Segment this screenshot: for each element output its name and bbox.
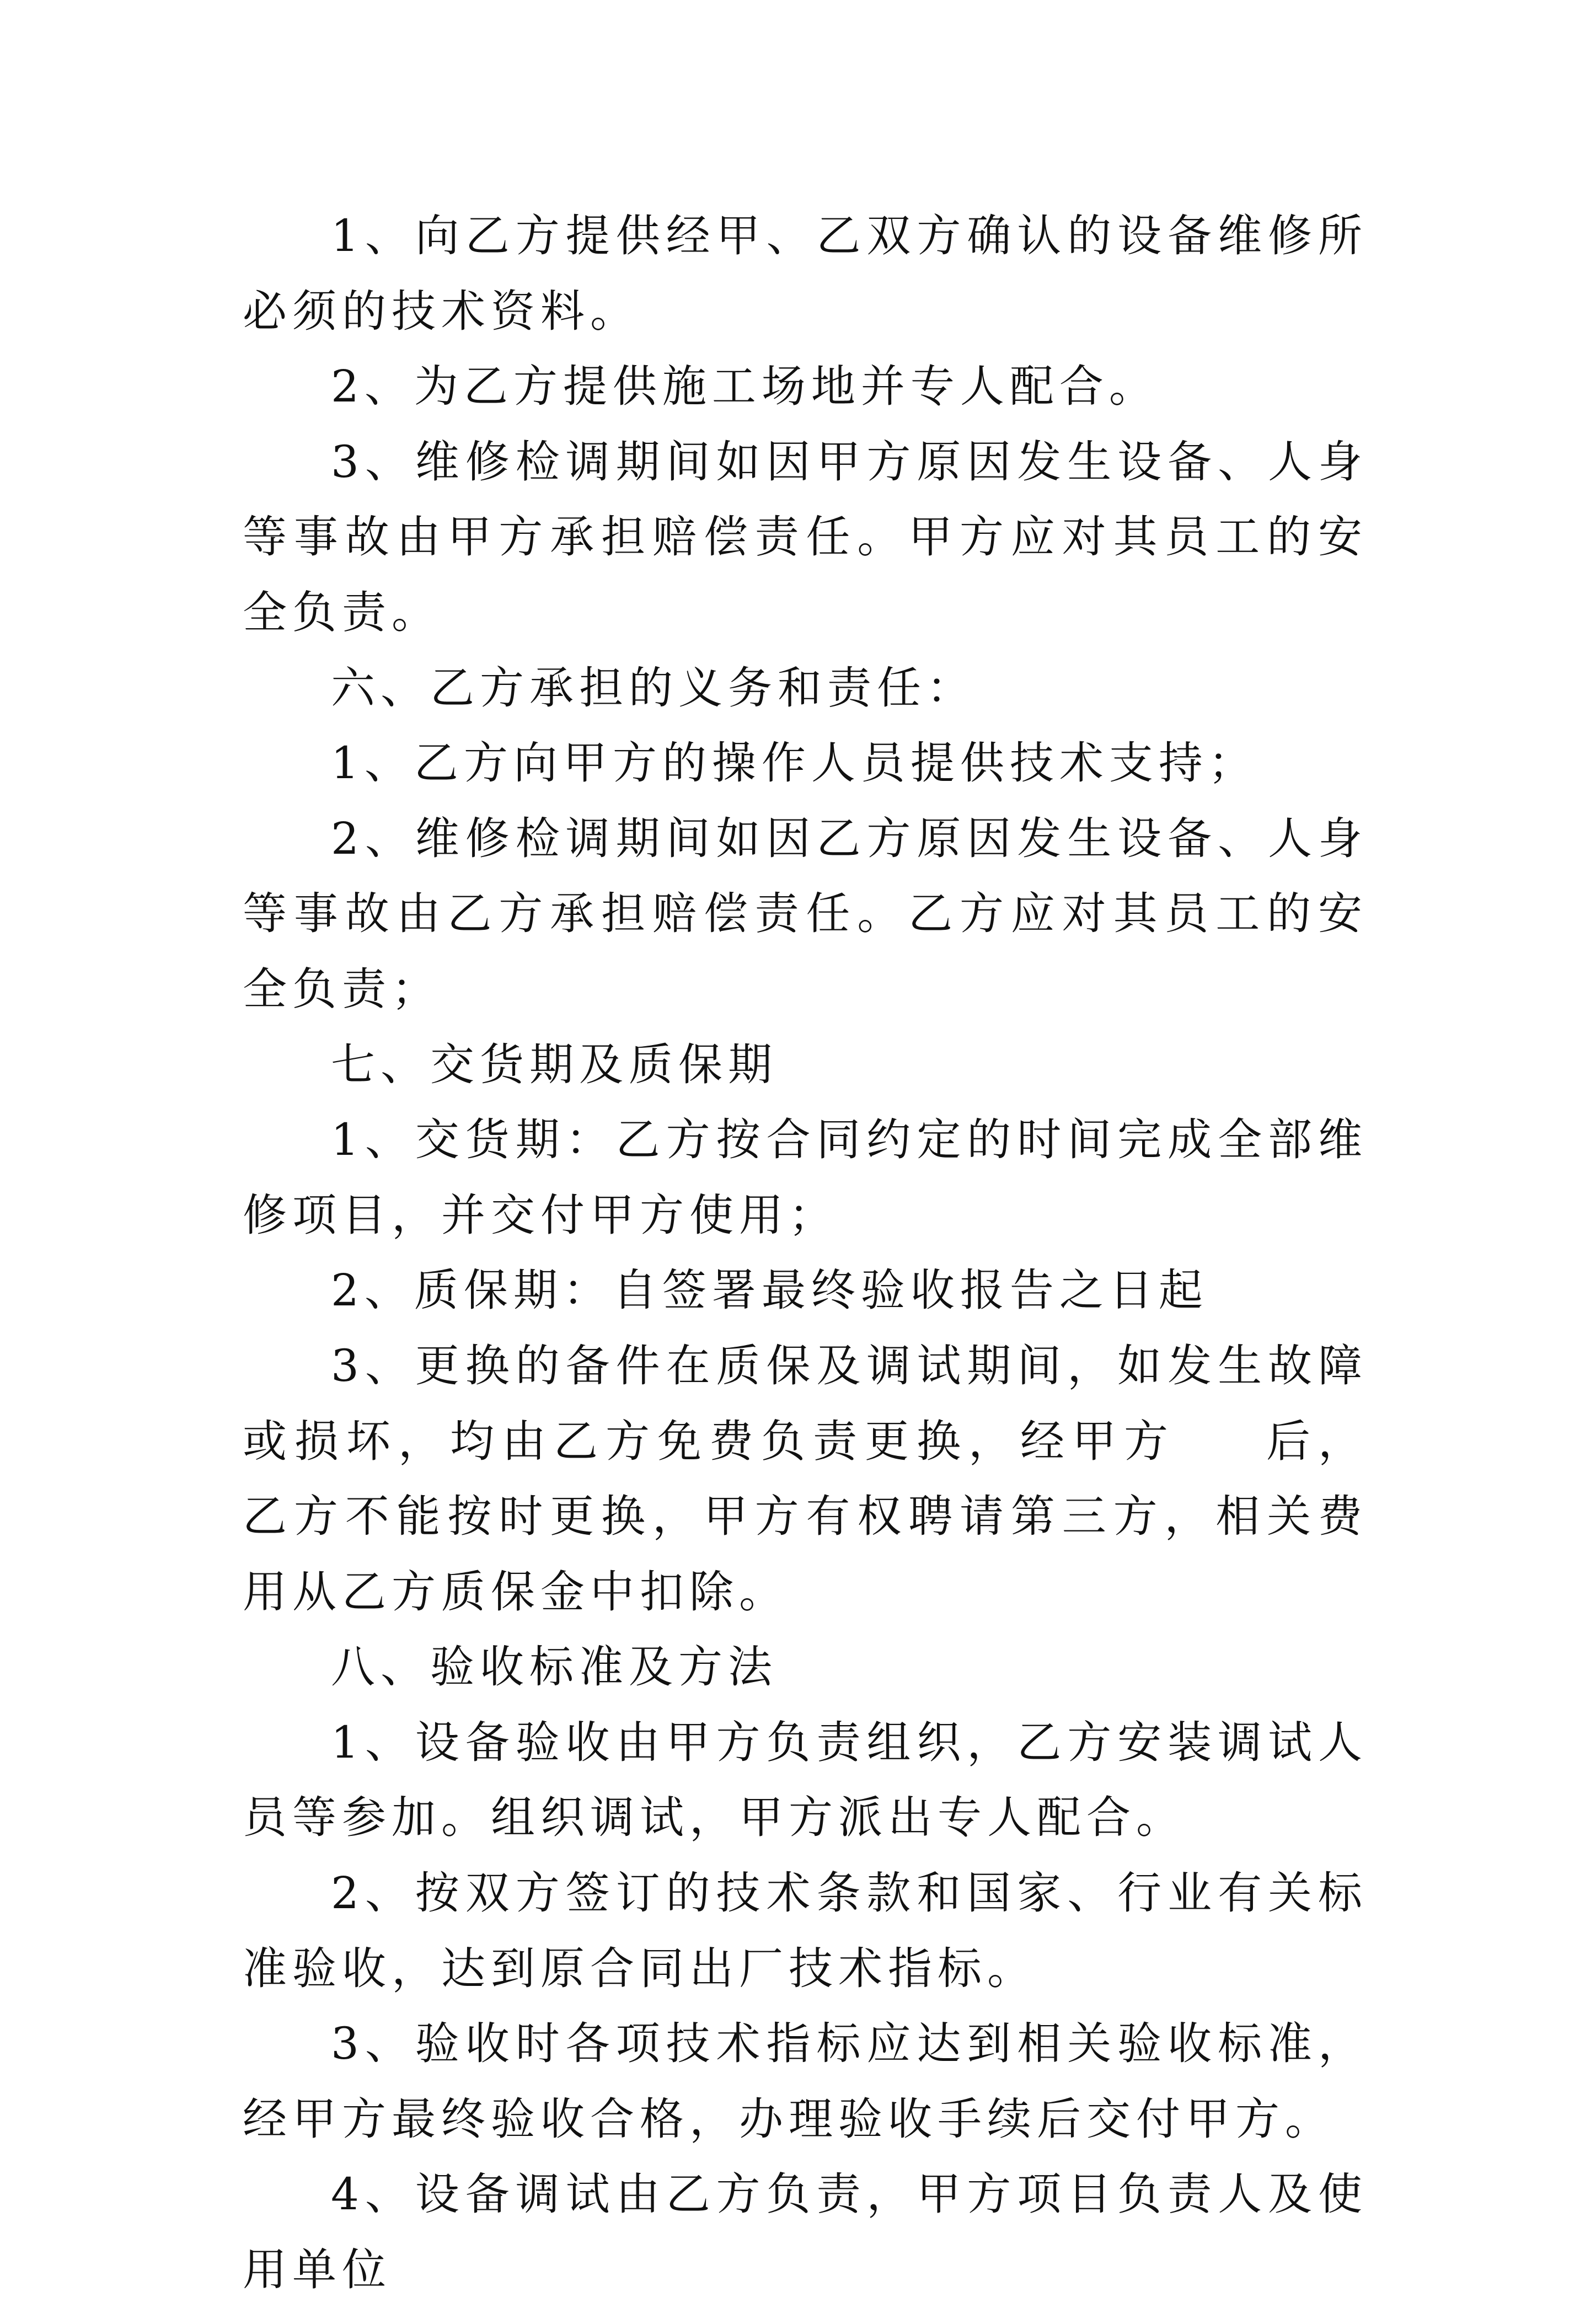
paragraph-10 bbox=[243, 1329, 1368, 1630]
paragraph-5: 1、乙方向甲方的操作人员提供技术支持； bbox=[331, 737, 1258, 789]
paragraph-10-before-gap: 3、更换的备件在质保及调试期间，如发生故障或损坏，均由乙方免费负责更换，经甲方 bbox=[243, 1340, 1368, 1467]
paragraph-6: 2、维修检调期间如因乙方原因发生设备、人身等事故由乙方承担赔偿责任。乙方应对其员工的安全负责； bbox=[243, 812, 1368, 1015]
document-body bbox=[243, 199, 1368, 2308]
paragraph-3: 3、维修检调期间如因甲方原因发生设备、人身等事故由甲方承担赔偿责任。甲方应对其员工的安全负责。 bbox=[243, 436, 1368, 638]
section-heading-7: 七、交货期及质保期 bbox=[331, 1038, 778, 1090]
paragraph-13: 2、按双方签订的技术条款和国家、行业有关标准验收，达到原合同出厂技术指标。 bbox=[243, 1867, 1368, 1994]
paragraph-14: 3、验收时各项技术指标应达到相关验收标准，经甲方最终验收合格，办理验收手续后交付甲方。 bbox=[243, 2018, 1368, 2145]
paragraph-12: 1、设备验收由甲方负责组织，乙方安装调试人员等参加。组织调试，甲方派出专人配合。 bbox=[243, 1716, 1368, 1844]
paragraph-8: 1、交货期：乙方按合同约定的时间完成全部维修项目，并交付甲方使用； bbox=[243, 1114, 1368, 1241]
section-heading-8: 八、验收标准及方法 bbox=[331, 1641, 778, 1693]
paragraph-2: 2、为乙方提供施工场地并专人配合。 bbox=[331, 361, 1159, 413]
paragraph-1: 1、向乙方提供经甲、乙双方确认的设备维修所必须的技术资料。 bbox=[243, 210, 1368, 337]
paragraph-15: 4、设备调试由乙方负责，甲方项目负责人及使用单位 bbox=[243, 2168, 1368, 2296]
paragraph-10-after-gap: 后，乙方不能按时更换，甲方有权聘请第三方，相关费用从乙方质保金中扣除。 bbox=[243, 1415, 1368, 1618]
paragraph-9: 2、质保期：自签署最终验收报告之日起 bbox=[331, 1265, 1208, 1316]
section-heading-6: 六、乙方承担的义务和责任： bbox=[331, 662, 976, 714]
